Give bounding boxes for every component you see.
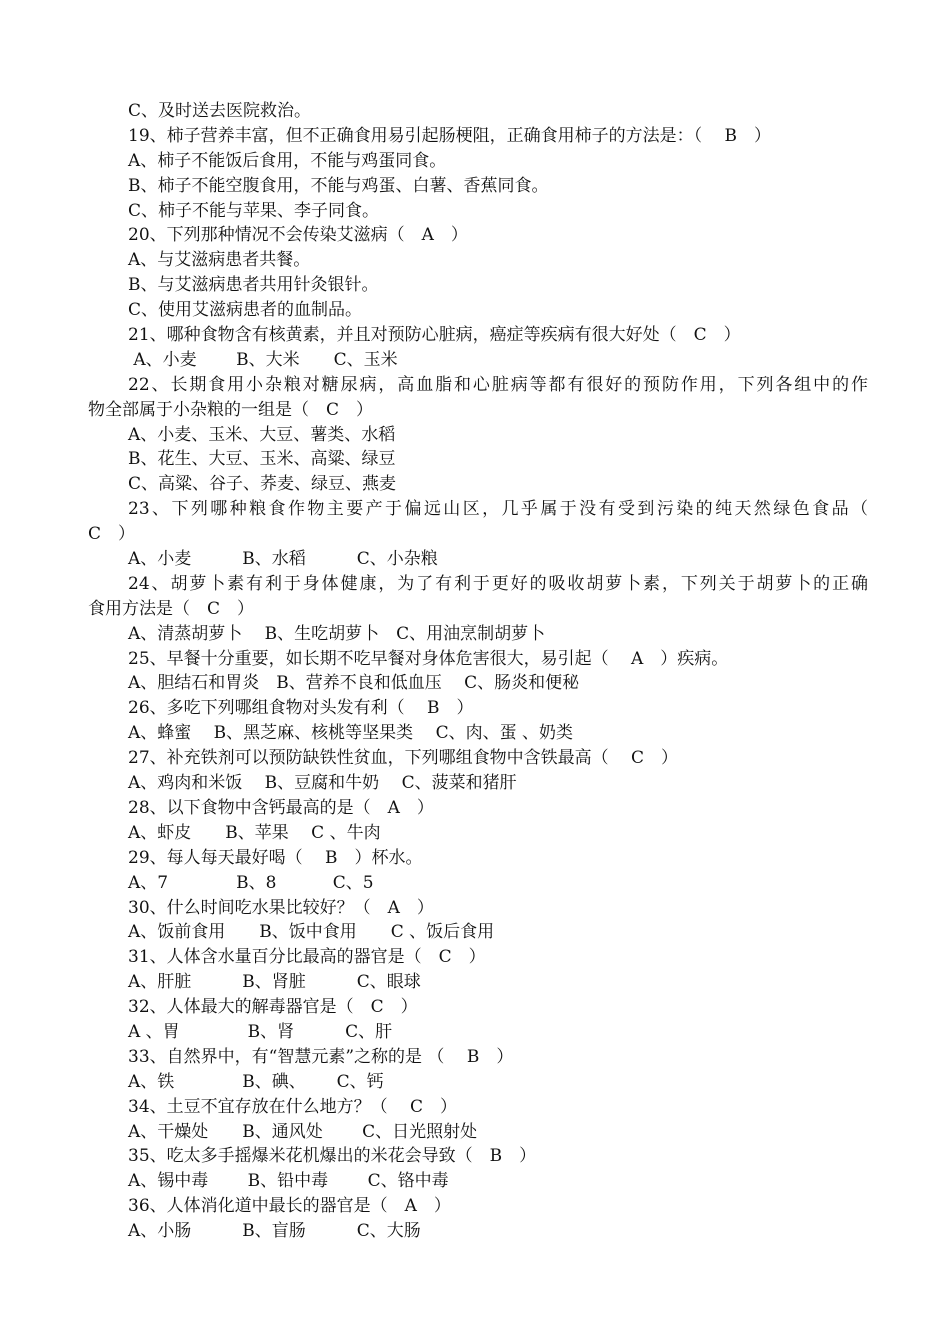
answer-option: B、与艾滋病患者共用针灸银针。 (128, 275, 379, 296)
question-26: 26、多吃下列哪组食物对头发有利（ B ） (128, 698, 474, 719)
answer-option: B、柿子不能空腹食用，不能与鸡蛋、白薯、香蕉同食。 (128, 175, 549, 196)
question-19: 19、柿子营养丰富，但不正确食用易引起肠梗阻，正确食用柿子的方法是：（ B ） (128, 125, 772, 146)
answer-options-row: A、小麦 B、水稻 C、小杂粮 (128, 549, 438, 570)
answer-options-row: A 、胃 B、肾 C、肝 (128, 1021, 393, 1042)
question-23-continued: C ） (88, 524, 136, 545)
question-31: 31、人体含水量百分比最高的器官是（ C ） (128, 947, 486, 968)
answer-option: C、及时送去医院救治。 (128, 101, 312, 121)
question-30: 30、什么时间吃水果比较好？（ A ） (128, 897, 434, 918)
answer-option: C、高粱、谷子、荞麦、绿豆、燕麦 (128, 474, 397, 495)
answer-options-row: A、7 B、8 C、5 (128, 872, 374, 893)
question-25: 25、早餐十分重要，如长期不吃早餐对身体危害很大，易引起（ A ）疾病。 (128, 648, 729, 669)
question-36: 36、人体消化道中最长的器官是（ A ） (128, 1196, 451, 1217)
question-28: 28、以下食物中含钙最高的是（ A ） (128, 797, 434, 818)
answer-options-row: A、虾皮 B、苹果 C 、牛肉 (128, 822, 381, 843)
answer-options-row: A、鸡肉和米饭 B、豆腐和牛奶 C、菠菜和猪肝 (128, 773, 517, 794)
answer-option: A、柿子不能饭后食用，不能与鸡蛋同食。 (128, 150, 447, 171)
document-body (88, 99, 868, 1244)
question-20: 20、下列那种情况不会传染艾滋病（ A ） (128, 225, 468, 246)
answer-options-row: A、蜂蜜 B、黑芝麻、核桃等坚果类 C、肉、蛋 、奶类 (128, 723, 573, 744)
question-23: 23、下列哪种粮食作物主要产于偏远山区，几乎属于没有受到污染的纯天然绿色食品（ (128, 499, 868, 520)
question-22: 22、长期食用小杂粮对糖尿病，高血脂和心脏病等都有很好的预防作用，下列各组中的作 (128, 374, 868, 395)
answer-options-row: A、小肠 B、盲肠 C、大肠 (128, 1221, 421, 1242)
question-33: 33、自然界中，有“智慧元素”之称的是 （ B ） (128, 1046, 514, 1067)
answer-option: A、与艾滋病患者共餐。 (128, 250, 311, 271)
question-27: 27、补充铁剂可以预防缺铁性贫血，下列哪组食物中含铁最高（ C ） (128, 748, 679, 769)
answer-option: B、花生、大豆、玉米、高粱、绿豆 (128, 449, 396, 470)
answer-option: C、使用艾滋病患者的血制品。 (128, 300, 363, 321)
question-35: 35、吃太多手摇爆米花机爆出的米花会导致（ B ） (128, 1146, 537, 1167)
answer-options-row: A、饭前食用 B、饭中食用 C 、饭后食用 (128, 922, 495, 943)
answer-options-row: A、锡中毒 B、铅中毒 C、铬中毒 (128, 1171, 449, 1192)
answer-options-row: A、干燥处 B、通风处 C、日光照射处 (128, 1121, 478, 1142)
question-22-continued: 物全部属于小杂粮的一组是（ C ） (88, 399, 374, 420)
question-24-continued: 食用方法是（ C ） (88, 598, 255, 619)
question-24: 24、胡萝卜素有利于身体健康，为了有利于更好的吸收胡萝卜素，下列关于胡萝卜的正确 (128, 573, 868, 594)
answer-options-row: A、胆结石和胃炎 B、营养不良和低血压 C、肠炎和便秘 (128, 673, 580, 694)
answer-option: C、柿子不能与苹果、李子同食。 (128, 200, 380, 221)
answer-options-row: A、小麦 B、大米 C、玉米 (128, 349, 398, 370)
question-32: 32、人体最大的解毒器官是（ C ） (128, 997, 418, 1018)
question-29: 29、每人每天最好喝（ B ）杯水。 (128, 847, 423, 868)
question-21: 21、哪种食物含有核黄素，并且对预防心脏病，癌症等疾病有很大好处（ C ） (128, 325, 741, 346)
question-34: 34、土豆不宜存放在什么地方？（ C ） (128, 1096, 458, 1117)
answer-option: A、小麦、玉米、大豆、薯类、水稻 (128, 424, 396, 445)
answer-options-row: A、肝脏 B、肾脏 C、眼球 (128, 972, 421, 993)
answer-options-row: A、铁 B、碘、 C、钙 (128, 1071, 384, 1092)
answer-options-row: A、清蒸胡萝卜 B、生吃胡萝卜 C、用油烹制胡萝卜 (128, 623, 546, 644)
